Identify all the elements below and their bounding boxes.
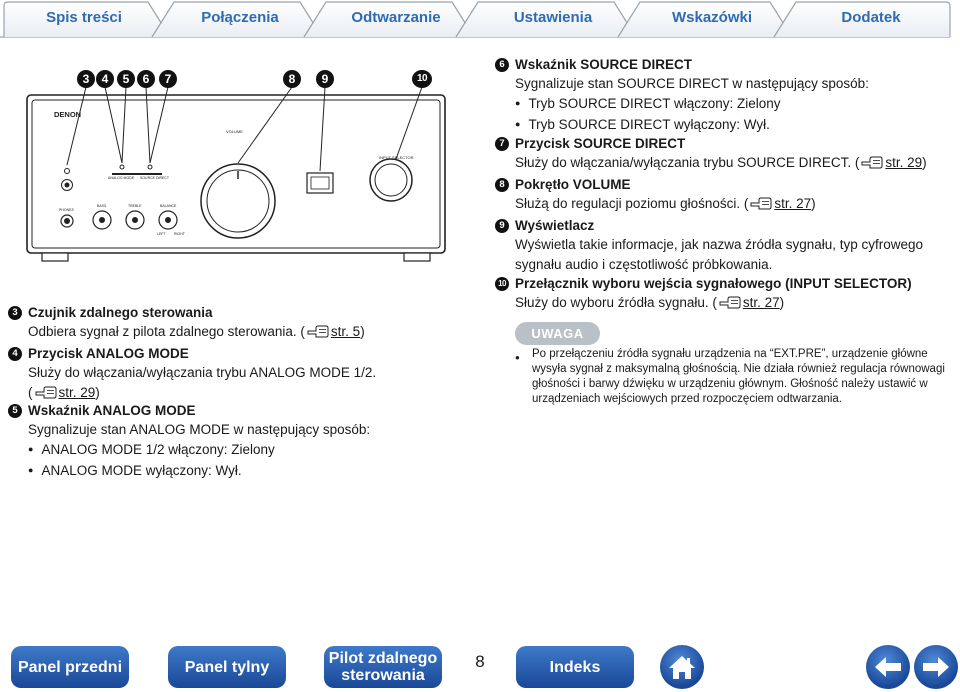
item-desc: Odbiera sygnał z pilota zdalnego sterowania. (	[28, 324, 305, 339]
callout-3: 3	[77, 70, 95, 88]
page-link[interactable]: str. 29	[885, 155, 923, 170]
item-number: 4	[8, 347, 22, 361]
note-text	[515, 347, 950, 407]
hand-pointer-icon	[307, 325, 329, 338]
panel-left-label: LEFT	[157, 232, 166, 236]
panel-volume-label: VOLUME	[226, 129, 243, 134]
amplifier-front-panel	[26, 67, 446, 265]
item-desc: Sygnalizuje stan ANALOG MODE w następujący sposób:	[28, 422, 371, 437]
item-desc: Służy do wyboru źródła sygnału. (	[515, 295, 717, 310]
item-number: 10	[495, 277, 509, 291]
hand-pointer-icon	[719, 296, 741, 309]
callout-6: 6	[137, 70, 155, 88]
index-button[interactable]: Indeks	[516, 646, 634, 688]
item-title: Przycisk SOURCE DIRECT	[515, 136, 686, 151]
item-input-selector	[495, 275, 955, 313]
item-source-direct-indicator	[495, 56, 955, 137]
ref-prefix: (	[28, 384, 33, 400]
item-desc: Wyświetla takie informacje, jak nazwa źródła sygnału, typ cyfrowego sygnału audio i częstotliwość próbkowania.	[515, 237, 924, 272]
hand-pointer-icon	[750, 197, 772, 210]
panel-input-selector-label: INPUT SELECTOR	[379, 155, 414, 160]
arrow-left-icon	[873, 655, 903, 679]
rear-panel-button[interactable]: Panel tylny	[168, 646, 286, 688]
item-title: Czujnik zdalnego sterowania	[28, 305, 213, 320]
panel-treble-label: TREBLE	[128, 204, 142, 208]
tab-settings[interactable]: Ustawienia	[513, 9, 593, 26]
list-item: ● Tryb SOURCE DIRECT wyłączony: Wył.	[515, 115, 955, 137]
panel-phones-label: PHONES	[59, 208, 74, 212]
item-number: 6	[495, 58, 509, 72]
item-volume-knob	[495, 176, 955, 214]
item-title: Przełącznik wyboru wejścia sygnałowego (INPUT SELECTOR)	[515, 276, 912, 291]
list-item: ● ANALOG MODE wyłączony: Wył.	[28, 461, 448, 483]
panel-analog-mode-label: ANALOG MODE	[108, 176, 135, 180]
page-link[interactable]: str. 5	[330, 324, 361, 339]
page-link[interactable]: str. 29	[58, 384, 96, 400]
front-panel-button[interactable]: Panel przedni	[11, 646, 129, 688]
item-desc-end: )	[922, 155, 927, 170]
item-analog-mode-indicator	[8, 402, 448, 483]
item-title: Pokrętło VOLUME	[515, 177, 631, 192]
hand-pointer-icon	[861, 156, 883, 169]
tab-playback[interactable]: Odtwarzanie	[351, 9, 441, 26]
item-number: 8	[495, 178, 509, 192]
item-desc-end: )	[360, 324, 365, 339]
callout-8: 8	[283, 70, 301, 88]
item-remote-sensor	[8, 304, 448, 342]
callout-10: 10	[412, 70, 432, 88]
item-number: 3	[8, 306, 22, 320]
note-badge: UWAGA	[515, 322, 600, 345]
home-button[interactable]	[660, 645, 704, 689]
page-link[interactable]: str. 27	[774, 196, 812, 211]
tab-appendix[interactable]: Dodatek	[841, 9, 901, 26]
callout-4: 4	[96, 70, 114, 88]
item-desc: Służy do włączania/wyłączania trybu SOURCE DIRECT. (	[515, 155, 860, 170]
item-desc: Służą do regulacji poziomu głośności. (	[515, 196, 749, 211]
list-item: ● Tryb SOURCE DIRECT włączony: Zielony	[515, 94, 955, 116]
remote-control-button[interactable]	[324, 646, 442, 688]
top-tabs	[0, 0, 960, 38]
callout-7: 7	[159, 70, 177, 88]
panel-brand: DENON	[54, 110, 82, 119]
hand-pointer-icon	[35, 386, 57, 399]
front-panel-illustration	[26, 67, 446, 265]
item-desc-end: )	[95, 384, 100, 400]
remote-button-line1: Pilot zdalnego	[328, 650, 438, 667]
item-display	[495, 217, 955, 274]
remote-button-line2: sterowania	[341, 667, 425, 684]
item-desc: Służy do włączania/wyłączania trybu ANALOG MODE 1/2.	[28, 365, 377, 380]
tab-contents[interactable]: Spis treści	[46, 9, 122, 26]
page-number: 8	[475, 652, 485, 671]
item-number: 9	[495, 219, 509, 233]
item-desc-end: )	[811, 196, 816, 211]
item-analog-mode-button	[8, 345, 448, 402]
item-desc-end: )	[779, 295, 785, 310]
page-link[interactable]: str. 27	[742, 295, 780, 310]
panel-balance-label: BALANCE	[160, 204, 177, 208]
note-body: ● Po przełączeniu źródła sygnału urządzenia na “EXT.PRE”, urządzenie główne wysyła sygnał z maksymalną głośnością. Nie działa również regulacja równowagi głośności i barwy dźwięku w urządzeniu głównym. Głośność należy ustawić w urządzeniach wejściowych przed rozpoczęciem odtwarzania.	[532, 348, 945, 405]
arrow-right-icon	[921, 655, 951, 679]
panel-bass-label: BASS	[97, 204, 107, 208]
item-desc: Sygnalizuje stan SOURCE DIRECT w następujący sposób:	[515, 76, 869, 91]
back-button[interactable]	[866, 645, 910, 689]
item-title: Wskaźnik SOURCE DIRECT	[515, 57, 693, 72]
item-source-direct-button	[495, 135, 955, 173]
item-title: Przycisk ANALOG MODE	[28, 346, 189, 361]
item-number: 5	[8, 404, 22, 418]
panel-source-direct-label: SOURCE DIRECT	[140, 176, 169, 180]
item-title: Wskaźnik ANALOG MODE	[28, 403, 196, 418]
next-button[interactable]	[914, 645, 958, 689]
callout-5: 5	[117, 70, 135, 88]
panel-right-label: RIGHT	[174, 232, 185, 236]
tab-tips[interactable]: Wskazówki	[671, 9, 753, 26]
callout-9: 9	[316, 70, 334, 88]
list-item: ● ANALOG MODE 1/2 włączony: Zielony	[28, 440, 448, 462]
tab-connections[interactable]: Połączenia	[201, 9, 279, 26]
item-title: Wyświetlacz	[515, 218, 595, 233]
home-icon	[667, 653, 697, 681]
item-number: 7	[495, 137, 509, 151]
